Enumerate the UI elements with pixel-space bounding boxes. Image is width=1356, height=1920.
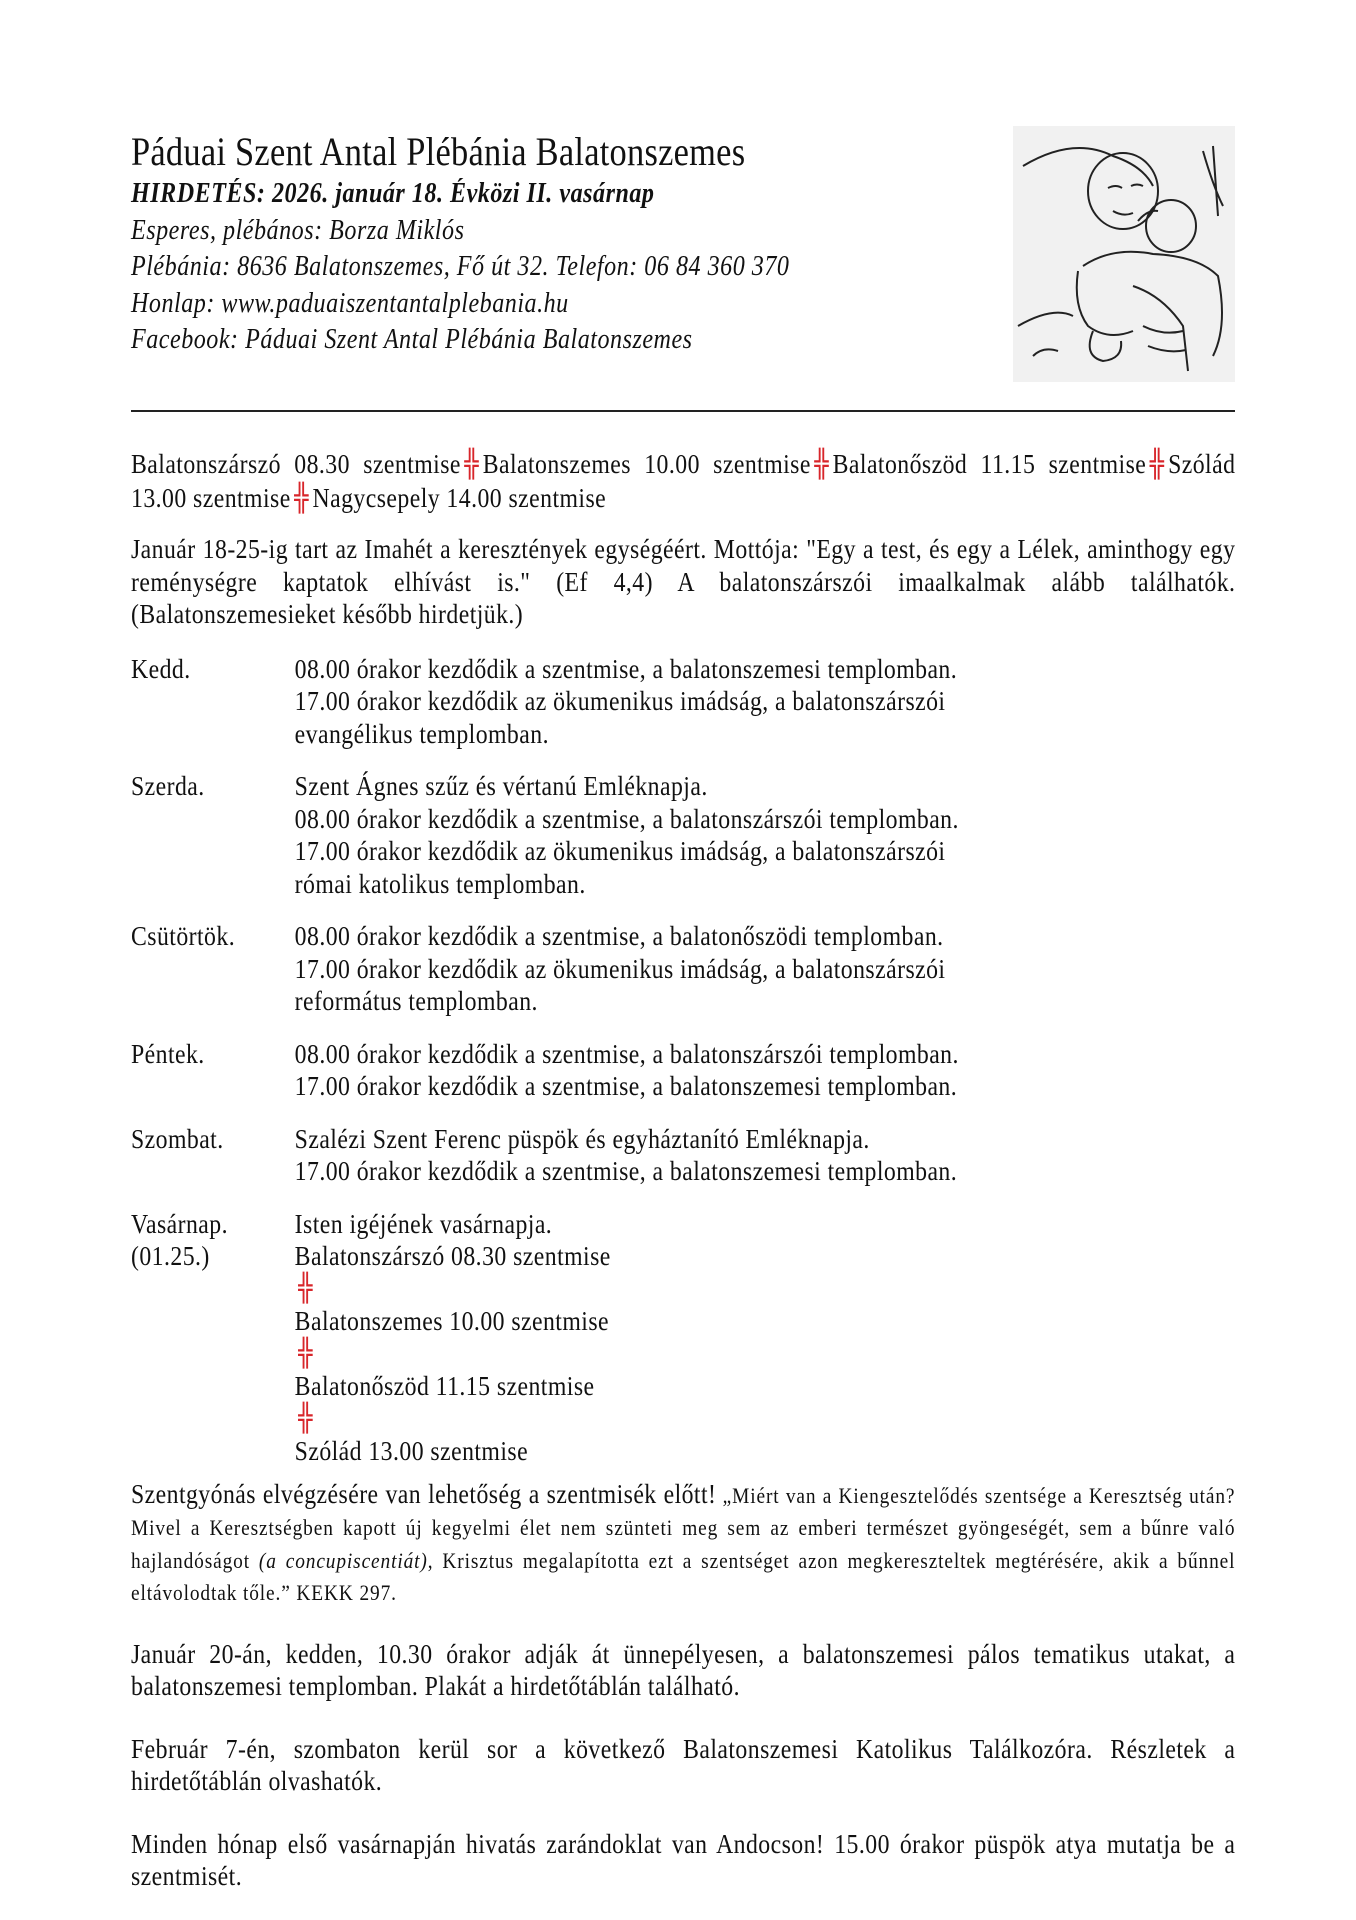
text-line: 17.00 órakor kezdődik az ökumenikus imádság, a balatonszárszói xyxy=(294,836,946,866)
cross-separator-icon: ╬ xyxy=(294,482,309,514)
day-label xyxy=(131,1208,295,1468)
sunday-mass-list xyxy=(131,448,1235,515)
mass-item: Nagycsepely 14.00 szentmise xyxy=(312,482,607,513)
saint-anthony-drawing-icon xyxy=(1013,126,1235,382)
day-events xyxy=(295,653,1236,751)
day-events xyxy=(295,1038,1236,1103)
text-line: Kedd. xyxy=(131,653,191,684)
cross-separator-icon: ╬ xyxy=(814,449,830,480)
cross-separator-icon: ╬ xyxy=(298,1337,313,1369)
schedule-row-csutortok xyxy=(131,920,1235,1018)
priest-line: Esperes, plébános: Borza Miklós xyxy=(131,214,465,246)
text-line: 17.00 órakor kezdődik a szentmise, a balatonszemesi templomban. xyxy=(294,1071,958,1101)
text-line: Péntek. xyxy=(131,1038,205,1069)
text-line: (01.25.) xyxy=(131,1241,210,1271)
day-label xyxy=(131,1038,295,1103)
schedule-row-vasarnap xyxy=(131,1208,1235,1468)
prayer-week-paragraph: Január 18-25-ig tart az Imahét a keresztények egységéért. Mottója: "Egy a test, és egy a Lélek, aminthogy egy reménységre kaptatok elhívást is." (Ef 4,4) A balatonszárszói imaalkalmak alább találhatók. (Balatonszemesieket később hirdetjük.) xyxy=(131,534,1236,629)
facebook-link[interactable]: Facebook: Páduai Szent Antal Plébánia Balatonszemes xyxy=(131,324,693,355)
text-line: evangélikus templomban. xyxy=(294,718,549,749)
header-divider xyxy=(131,410,1235,412)
mass-item: Balatonszárszó 08.30 szentmise xyxy=(131,449,461,479)
bulletin-header xyxy=(131,128,1011,359)
text-line: 08.00 órakor kezdődik a szentmise, a balatonszárszói templomban. xyxy=(294,1038,959,1069)
schedule-row-szombat xyxy=(131,1123,1235,1188)
saint-anthony-portrait xyxy=(1013,126,1235,382)
mass-item: Balatonszemes 10.00 szentmise xyxy=(482,449,811,479)
text-line: 17.00 órakor kezdődik az ökumenikus imádság, a balatonszárszói xyxy=(294,686,946,716)
text-line: 17.00 órakor kezdődik az ökumenikus imádság, a balatonszárszói xyxy=(294,953,946,984)
cross-separator-icon: ╬ xyxy=(298,1402,313,1434)
text-line: 08.00 órakor kezdődik a szentmise, a balatonőszödi templomban. xyxy=(294,921,944,951)
cross-separator-icon: ╬ xyxy=(464,449,480,480)
text-line: Csütörtök. xyxy=(131,921,236,951)
text-line: Szerda. xyxy=(131,771,205,801)
day-label xyxy=(131,770,295,900)
address-line: Plébánia: 8636 Balatonszemes, Fő út 32. Telefon: 06 84 360 370 xyxy=(131,251,790,282)
mass-item: Balatonszemes 10.00 szentmise xyxy=(294,1306,609,1336)
day-label xyxy=(131,1123,295,1188)
schedule-row-kedd xyxy=(131,653,1235,751)
confession-lead: Szentgyónás elvégzésére van lehetőség a szentmisék előtt! xyxy=(131,1478,717,1509)
weekly-schedule xyxy=(131,653,1235,1468)
day-events xyxy=(295,1208,1236,1468)
text-line: Szombat. xyxy=(131,1123,224,1154)
announcement-date: HIRDETÉS: 2026. január 18. Évközi II. vasárnap xyxy=(131,178,655,209)
catechism-quote: „Miért van a Kiengesztelődés szentsége a Keresztség után? Mivel a Keresztségben kapott új kegyelmi élet nem szünteti meg sem az emberi természet gyöngeségét, sem a bűnre való hajlandóságot xyxy=(131,1482,1236,1573)
text-line: Isten igéjének vasárnapja. xyxy=(294,1208,553,1239)
announcement-paragraph: Február 7-én, szombaton kerül sor a következő Balatonszemesi Katolikus Találkozóra. Részletek a hirdetőtáblán olvashatók. xyxy=(131,1733,1236,1796)
announcement-paragraph: Január 20-án, kedden, 10.30 órakor adják át ünnepélyesen, a balatonszemesi pálos tematikus utakat, a balatonszemesi templomban. Plakát a hirdetőtáblán található. xyxy=(131,1638,1236,1701)
announcement-paragraph: Minden hónap első vasárnapján hivatás zarándoklat van Andocson! 15.00 órakor püspök atya mutatja be a szentmisét. xyxy=(131,1828,1236,1891)
text-line: Vasárnap. xyxy=(131,1208,228,1239)
day-label xyxy=(131,653,295,751)
mass-item: Szólád 13.00 szentmise xyxy=(294,1436,529,1466)
mass-item: Balatonszárszó 08.30 szentmise xyxy=(294,1241,611,1271)
day-label xyxy=(131,920,295,1018)
text-line: református templomban. xyxy=(294,986,538,1016)
website-link[interactable]: Honlap: www.paduaiszentantalplebania.hu xyxy=(131,287,569,319)
mass-item: Szólád 13.00 szentmise xyxy=(131,449,1236,513)
text-line: 08.00 órakor kezdődik a szentmise, a balatonszárszói templomban. xyxy=(294,803,959,834)
day-events xyxy=(295,770,1236,900)
day-events xyxy=(295,1123,1236,1188)
cross-separator-icon: ╬ xyxy=(298,1272,313,1304)
bulletin-body xyxy=(131,448,1235,1893)
catechism-quote-italic: (a concupiscentiát) xyxy=(258,1547,428,1573)
catechism-quote-end: , Krisztus megalapította ezt a szentséget azon megkereszteltek megtérésére, akik a bűnnel eltávolodtak tőle.” KEKK 297. xyxy=(131,1547,1236,1605)
mass-item: Balatonőszöd 11.15 szentmise xyxy=(294,1371,595,1401)
day-events xyxy=(295,920,1236,1018)
text-line: római katolikus templomban. xyxy=(294,868,586,899)
confession-paragraph xyxy=(131,1478,1235,1608)
parish-title: Páduai Szent Antal Plébánia Balatonszemes xyxy=(131,129,746,174)
cross-separator-icon: ╬ xyxy=(1149,449,1165,480)
text-line: Szalézi Szent Ferenc püspök és egyháztanító Emléknapja. xyxy=(294,1123,870,1154)
schedule-row-szerda xyxy=(131,770,1235,900)
mass-item: Balatonőszöd 11.15 szentmise xyxy=(832,449,1147,479)
text-line: 17.00 órakor kezdődik a szentmise, a balatonszemesi templomban. xyxy=(294,1156,958,1186)
text-line: Szent Ágnes szűz és vértanú Emléknapja. xyxy=(294,771,708,801)
text-line: 08.00 órakor kezdődik a szentmise, a balatonszemesi templomban. xyxy=(294,653,958,684)
schedule-row-pentek xyxy=(131,1038,1235,1103)
